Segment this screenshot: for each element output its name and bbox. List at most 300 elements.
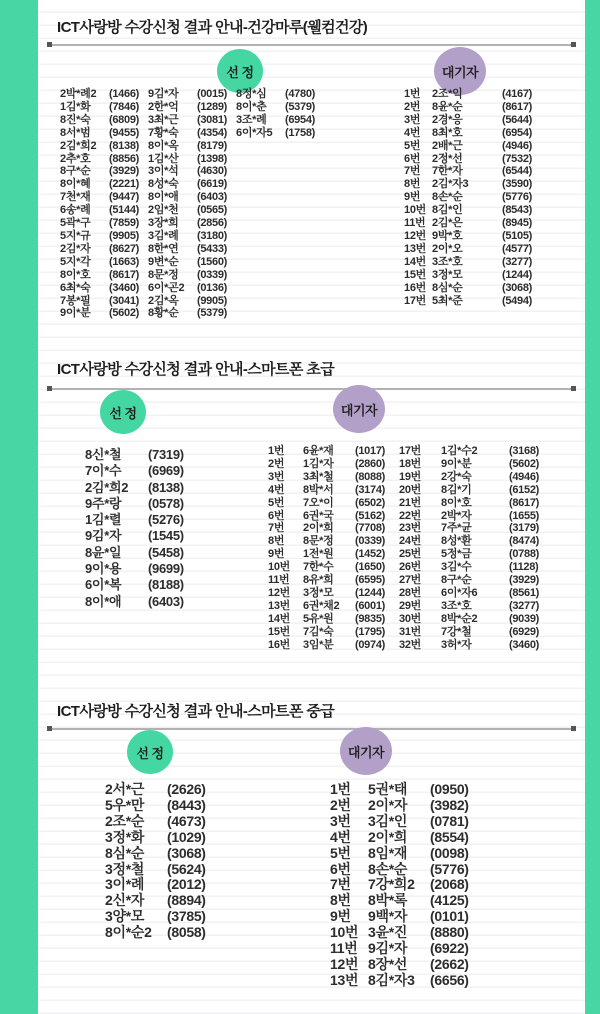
waitlist-list [404, 88, 532, 307]
rank: 5번 [268, 496, 285, 509]
applicant-code: (3179) [509, 522, 539, 535]
list-item [404, 295, 532, 308]
masked-name: 8이*춘 [236, 100, 267, 113]
list-item [399, 548, 539, 561]
masked-name: 8정*심 [236, 88, 267, 100]
list-item [236, 114, 315, 127]
rank: 19번 [399, 470, 421, 483]
list-item [399, 458, 539, 471]
masked-name: 2김*희2 [60, 139, 97, 152]
list-item [404, 256, 532, 269]
list-column [105, 782, 206, 941]
applicant-code: (5379) [197, 307, 227, 320]
list-item [148, 101, 227, 114]
applicant-code: (1655) [509, 509, 539, 522]
masked-name: 8문*정 [303, 535, 334, 548]
masked-name: 8심*순 [432, 281, 463, 294]
masked-name: 5지*규 [60, 229, 91, 242]
rank: 8번 [330, 892, 351, 909]
masked-name: 2강*숙 [441, 470, 472, 483]
masked-name: 3양*모 [105, 908, 145, 925]
list-item [404, 217, 532, 230]
list-item [399, 587, 539, 600]
rank: 13번 [404, 242, 426, 255]
applicant-code: (9447) [109, 191, 139, 204]
rank: 11번 [404, 217, 426, 230]
masked-name: 8윤*일 [85, 544, 122, 560]
rank: 32번 [399, 638, 421, 651]
masked-name: 6송*례 [60, 204, 91, 217]
applicant-code: (6502) [355, 496, 385, 509]
masked-name: 1김*화 [60, 100, 91, 113]
applicant-code: (6403) [197, 191, 227, 204]
applicant-code: (1452) [355, 548, 385, 561]
applicant-code: (8138) [109, 139, 139, 152]
rank: 5번 [330, 844, 351, 861]
applicant-code: (8188) [148, 577, 184, 593]
list-item [85, 577, 184, 593]
rank: 2번 [330, 796, 351, 813]
list-item [404, 140, 532, 153]
masked-name: 6이*자6 [441, 586, 478, 599]
applicant-code: (5162) [355, 509, 385, 522]
rank: 22번 [399, 509, 421, 522]
list-item [268, 587, 385, 600]
list-item [60, 295, 139, 308]
applicant-code: (2860) [355, 457, 385, 470]
list-item [404, 269, 532, 282]
masked-name: 1김*산 [148, 152, 179, 165]
list-item [268, 458, 385, 471]
waitlist-list [330, 782, 469, 989]
masked-name: 8김*자3 [368, 971, 415, 988]
list-item [60, 140, 139, 153]
applicant-code: (7708) [355, 522, 385, 535]
list-item [330, 973, 469, 989]
rank: 10번 [268, 561, 290, 574]
list-item [268, 445, 385, 458]
applicant-code: (7859) [109, 217, 139, 230]
masked-name: 2김*희2 [85, 479, 129, 495]
masked-name: 2정*선 [432, 152, 463, 165]
rank: 29번 [399, 599, 421, 612]
list-item [268, 548, 385, 561]
masked-name: 2한*억 [148, 100, 179, 113]
masked-name: 8신*철 [85, 447, 122, 462]
applicant-code: (6954) [502, 126, 532, 139]
selected-badge: 선 정 [127, 730, 173, 774]
applicant-code: (6954) [285, 113, 315, 126]
masked-name: 2경*응 [432, 113, 463, 126]
masked-name: 9주*랑 [85, 495, 122, 511]
masked-name: 3조*호 [441, 599, 472, 612]
rank: 15번 [268, 625, 290, 638]
applicant-code: (5602) [109, 307, 139, 320]
list-item [404, 204, 532, 217]
rank: 3번 [404, 113, 421, 126]
list-item [268, 510, 385, 523]
applicant-code: (0565) [197, 204, 227, 217]
list-item [399, 522, 539, 535]
masked-name: 8황*순 [148, 307, 179, 320]
rank: 9번 [404, 191, 421, 204]
rank: 6번 [268, 509, 285, 522]
list-item [404, 114, 532, 127]
masked-name: 8이*옥 [148, 139, 179, 152]
applicant-code: (3068) [502, 281, 532, 294]
masked-name: 2조*익 [432, 88, 463, 100]
applicant-code: (8880) [430, 924, 469, 941]
applicant-code: (1545) [148, 528, 184, 544]
masked-name: 2김*자 [60, 242, 91, 255]
list-item [399, 561, 539, 574]
masked-name: 8박*서 [303, 483, 334, 496]
masked-name: 3정*화 [105, 828, 145, 845]
masked-name: 8심*순 [105, 844, 145, 861]
masked-name: 8이*혜 [60, 178, 91, 191]
applicant-code: (5379) [285, 100, 315, 113]
list-item [105, 893, 206, 909]
rank: 6번 [404, 152, 421, 165]
masked-name: 5지*각 [60, 255, 91, 268]
masked-name: 8장*선 [368, 955, 408, 972]
masked-name: 2이*오 [432, 242, 463, 255]
list-item [268, 600, 385, 613]
list-item [60, 204, 139, 217]
list-item [60, 153, 139, 166]
list-item [399, 535, 539, 548]
section-welcome-health [38, 0, 585, 346]
applicant-code: (4577) [502, 242, 532, 255]
rank: 7번 [330, 876, 351, 893]
applicant-code: (5624) [167, 860, 206, 877]
masked-name: 2이*희 [368, 828, 408, 845]
applicant-code: (3180) [197, 229, 227, 242]
selected-badge: 선 정 [100, 390, 146, 434]
list-item [399, 626, 539, 639]
list-item [330, 782, 469, 798]
applicant-code: (6809) [109, 113, 139, 126]
rank: 6번 [330, 860, 351, 877]
list-item [105, 877, 206, 893]
masked-name: 8이*순2 [105, 924, 152, 941]
masked-name: 3최*근 [148, 113, 179, 126]
rank: 13번 [330, 971, 359, 988]
applicant-code: (8561) [509, 586, 539, 599]
list-item [105, 814, 206, 830]
list-item [85, 561, 184, 577]
list-item [268, 574, 385, 587]
masked-name: 9이*용 [85, 561, 122, 577]
list-item [236, 101, 315, 114]
applicant-code: (8617) [502, 100, 532, 113]
section-title: ICT사랑방 수강신청 결과 안내-건강마루(웰컴건강) [57, 19, 368, 36]
rank: 17번 [399, 445, 421, 457]
rank: 28번 [399, 586, 421, 599]
rank: 1번 [330, 781, 351, 797]
list-item [60, 191, 139, 204]
applicant-code: (6929) [509, 625, 539, 638]
applicant-code: (2856) [197, 217, 227, 230]
applicant-code: (9835) [355, 612, 385, 625]
applicant-code: (8617) [509, 496, 539, 509]
list-item [148, 153, 227, 166]
applicant-code: (4630) [197, 165, 227, 178]
list-item [60, 256, 139, 269]
rank: 14번 [404, 255, 426, 268]
applicant-code: (8554) [430, 828, 469, 845]
list-item [404, 165, 532, 178]
list-column [404, 88, 532, 307]
list-item [105, 925, 206, 941]
masked-name: 2신*자 [105, 892, 145, 909]
masked-name: 8한*연 [148, 242, 179, 255]
list-item [105, 830, 206, 846]
section-smartphone-beginner [38, 346, 585, 688]
section-smartphone-intermediate [38, 688, 585, 1014]
applicant-code: (5105) [502, 229, 532, 242]
masked-name: 8이*호 [60, 268, 91, 281]
rank: 30번 [399, 612, 421, 625]
masked-name: 1김*자 [303, 457, 334, 470]
masked-name: 1김*수2 [441, 445, 478, 457]
masked-name: 5정*금 [441, 548, 472, 561]
applicant-code: (3785) [167, 908, 206, 925]
masked-name: 2김*자3 [432, 178, 469, 191]
list-item [268, 626, 385, 639]
list-item [236, 127, 315, 140]
masked-name: 9백*자 [368, 908, 408, 925]
applicant-code: (1466) [109, 88, 139, 100]
list-item [399, 484, 539, 497]
masked-name: 2김*은 [432, 217, 463, 230]
masked-name: 7강*철 [441, 625, 472, 638]
applicant-code: (3174) [355, 483, 385, 496]
masked-name: 3정*모 [432, 268, 463, 281]
masked-name: 9김*자 [148, 88, 179, 100]
applicant-code: (8088) [355, 470, 385, 483]
waitlist-badge: 대기자 [340, 727, 392, 775]
applicant-code: (3168) [509, 445, 539, 457]
applicant-code: (3068) [167, 844, 206, 861]
list-item [148, 282, 227, 295]
list-item [404, 101, 532, 114]
applicant-code: (3590) [502, 178, 532, 191]
applicant-code: (8058) [167, 924, 206, 941]
masked-name: 2임*천 [148, 204, 179, 217]
list-item [399, 574, 539, 587]
list-item [148, 307, 227, 320]
applicant-code: (6001) [355, 599, 385, 612]
masked-name: 8임*재 [368, 844, 408, 861]
list-item [60, 127, 139, 140]
masked-name: 1전*원 [303, 548, 334, 561]
applicant-code: (0950) [430, 781, 469, 797]
masked-name: 9김*자 [368, 940, 408, 957]
rank: 10번 [330, 924, 359, 941]
list-column [148, 88, 227, 320]
masked-name: 9이*분 [60, 307, 91, 320]
list-item [330, 798, 469, 814]
masked-name: 8진*숙 [60, 113, 91, 126]
masked-name: 7한*수 [303, 561, 334, 574]
applicant-code: (4167) [502, 88, 532, 100]
list-item [85, 463, 184, 479]
list-item [330, 877, 469, 893]
masked-name: 7주*균 [441, 522, 472, 535]
rank: 12번 [330, 955, 359, 972]
applicant-code: (8617) [109, 268, 139, 281]
list-item [330, 830, 469, 846]
applicant-code: (1398) [197, 152, 227, 165]
rank: 7번 [404, 165, 421, 178]
rank: 1번 [404, 88, 421, 100]
applicant-code: (3929) [109, 165, 139, 178]
list-item [105, 846, 206, 862]
list-item [85, 480, 184, 496]
list-item [330, 846, 469, 862]
applicant-code: (3929) [509, 574, 539, 587]
masked-name: 2이*자 [368, 796, 408, 813]
masked-name: 9이*분 [441, 457, 472, 470]
applicant-code: (4354) [197, 126, 227, 139]
applicant-code: (2626) [167, 781, 206, 797]
applicant-code: (8627) [109, 242, 139, 255]
masked-name: 7한*자 [432, 165, 463, 178]
list-item [330, 957, 469, 973]
list-item [330, 909, 469, 925]
masked-name: 6이*자5 [236, 126, 273, 139]
list-item [60, 230, 139, 243]
rank: 9번 [268, 548, 285, 561]
masked-name: 1김*렬 [85, 512, 122, 528]
applicant-code: (1795) [355, 625, 385, 638]
masked-name: 2박*례2 [60, 88, 97, 100]
applicant-code: (0974) [355, 638, 385, 651]
applicant-code: (8443) [167, 796, 206, 813]
masked-name: 3김*인 [368, 812, 408, 829]
applicant-code: (9905) [197, 294, 227, 307]
divider-line [48, 44, 575, 46]
list-item [60, 282, 139, 295]
masked-name: 7김*숙 [303, 625, 334, 638]
masked-name: 9김*자 [85, 528, 122, 544]
rank: 24번 [399, 535, 421, 548]
list-item [399, 639, 539, 652]
list-item [399, 497, 539, 510]
applicant-code: (8474) [509, 535, 539, 548]
list-item [236, 88, 315, 101]
masked-name: 8김*인 [432, 204, 463, 217]
list-column [268, 445, 385, 652]
list-item [399, 445, 539, 458]
rank: 7번 [268, 522, 285, 535]
list-item [404, 88, 532, 101]
masked-name: 7오*이 [303, 496, 334, 509]
list-item [148, 140, 227, 153]
rank: 11번 [268, 574, 290, 587]
rank: 13번 [268, 599, 290, 612]
applicant-code: (4125) [430, 892, 469, 909]
waitlist-badge: 대기자 [333, 385, 385, 433]
masked-name: 8손*순 [432, 191, 463, 204]
list-item [85, 545, 184, 561]
applicant-code: (6595) [355, 574, 385, 587]
rank: 26번 [399, 561, 421, 574]
waitlist-badge: 대기자 [434, 47, 486, 95]
applicant-code: (8945) [502, 217, 532, 230]
masked-name: 6권*채2 [303, 599, 340, 612]
applicant-code: (2068) [430, 876, 469, 893]
list-item [60, 269, 139, 282]
applicant-code: (9039) [509, 612, 539, 625]
selected-badge: 선 정 [217, 49, 263, 93]
applicant-code: (1029) [167, 828, 206, 845]
applicant-code: (6544) [502, 165, 532, 178]
masked-name: 6윤*재 [303, 445, 334, 457]
applicant-code: (0101) [430, 908, 469, 925]
applicant-code: (1663) [109, 255, 139, 268]
applicant-code: (3081) [197, 113, 227, 126]
masked-name: 2박*자 [441, 509, 472, 522]
list-item [330, 941, 469, 957]
applicant-code: (0578) [148, 495, 184, 511]
rank: 21번 [399, 496, 421, 509]
list-item [105, 909, 206, 925]
rank: 4번 [268, 483, 285, 496]
applicant-code: (0781) [430, 812, 469, 829]
list-item [148, 217, 227, 230]
list-item [148, 256, 227, 269]
list-item [148, 269, 227, 282]
rank: 16번 [404, 281, 426, 294]
applicant-code: (8179) [197, 139, 227, 152]
applicant-code: (8543) [502, 204, 532, 217]
masked-name: 8구*순 [60, 165, 91, 178]
rank: 15번 [404, 268, 426, 281]
masked-name: 6최*숙 [60, 281, 91, 294]
masked-name: 8이*애 [148, 191, 179, 204]
list-column [236, 88, 315, 320]
masked-name: 2조*순 [105, 812, 145, 829]
list-item [105, 782, 206, 798]
list-item [330, 893, 469, 909]
masked-name: 5권*태 [368, 781, 408, 797]
list-item [268, 639, 385, 652]
applicant-code: (0098) [430, 844, 469, 861]
rank: 20번 [399, 483, 421, 496]
masked-name: 2추*호 [60, 152, 91, 165]
rank: 16번 [268, 638, 290, 651]
list-item [60, 217, 139, 230]
list-item [404, 282, 532, 295]
applicant-code: (1017) [355, 445, 385, 457]
list-item [399, 600, 539, 613]
masked-name: 6이*곤2 [148, 281, 185, 294]
list-item [330, 925, 469, 941]
list-item [268, 522, 385, 535]
list-item [404, 191, 532, 204]
list-item [148, 191, 227, 204]
applicant-code: (7846) [109, 100, 139, 113]
applicant-code: (0339) [197, 268, 227, 281]
rank: 23번 [399, 522, 421, 535]
applicant-code: (3277) [509, 599, 539, 612]
rank: 1번 [268, 445, 285, 457]
applicant-code: (9455) [109, 126, 139, 139]
masked-name: 8김*기 [441, 483, 472, 496]
list-item [60, 307, 139, 320]
